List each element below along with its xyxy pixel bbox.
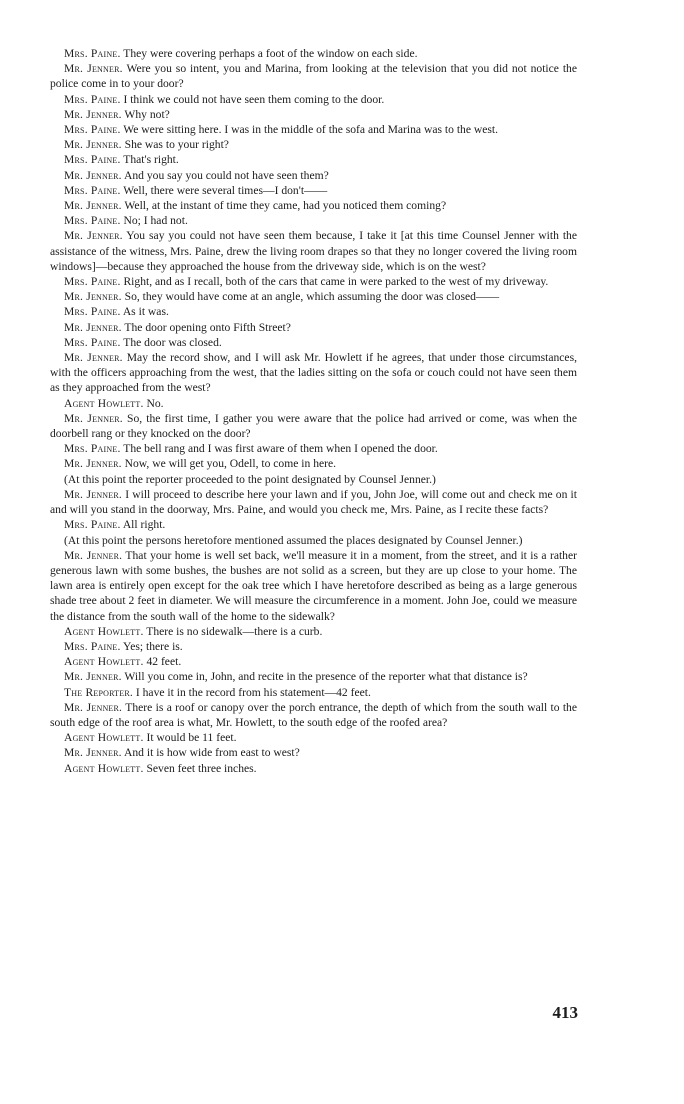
speech-text: All right. [122, 518, 166, 532]
speech-text: 42 feet. [146, 655, 182, 669]
speech-text: We were sitting here. I was in the middle of the sofa and Marina was to the west. [123, 123, 499, 137]
speech-text: And it is how wide from east to west? [123, 746, 300, 760]
speech-text: I think we could not have seen them coming to the door. [123, 92, 385, 106]
paragraph [50, 517, 577, 532]
speaker-name: Mrs. Paine. [64, 639, 121, 653]
speaker-name: Mr. Jenner. [64, 199, 122, 213]
paragraph [50, 289, 577, 304]
paragraph [50, 745, 577, 760]
speaker-name: Agent Howlett. [64, 655, 144, 669]
page-number: 413 [552, 1003, 578, 1022]
paragraph [50, 669, 577, 684]
speech-text: The bell rang and I was first aware of them when I opened the door. [123, 442, 438, 456]
speech-text: The door opening onto Fifth Street? [124, 320, 291, 334]
paragraph [50, 320, 577, 335]
speech-text: Yes; there is. [123, 639, 183, 653]
paragraph [50, 107, 577, 122]
speech-text: Well, there were several times—I don't—— [123, 183, 328, 197]
speaker-name: Mr. Jenner. [64, 320, 122, 334]
paragraph [50, 46, 577, 61]
paragraph [50, 168, 577, 183]
speaker-name: Mr. Jenner. [64, 62, 123, 76]
speech-text: As it was. [122, 305, 169, 319]
paragraph [50, 456, 577, 471]
speaker-name: Mr. Jenner. [64, 700, 123, 714]
stage-direction [50, 472, 577, 487]
speech-text: Why not? [124, 107, 170, 121]
paragraph [50, 411, 577, 441]
paragraph [50, 183, 577, 198]
stage-direction [50, 533, 577, 548]
paragraph [50, 335, 577, 350]
speaker-name: Mr. Jenner. [64, 487, 122, 501]
speaker-name: Mrs. Paine. [64, 442, 121, 456]
speech-text: That your home is well set back, we'll measure it in a moment, from the street, and it is a rather generous lawn with some bushes, the bushes are not solid as a screen, but they are up close to your home. The lawn area is entirely open except for the oak tree which I have heretofore described as being as a large generous shade tree about 2 feet in diameter. We will measure the circumference in a moment. John Joe, could we measure the distance from the south wall of the home to the sidewalk? [50, 548, 577, 623]
paragraph [50, 761, 577, 776]
speaker-name: Mrs. Paine. [64, 183, 121, 197]
speaker-name: Mr. Jenner. [64, 457, 122, 471]
paragraph [50, 396, 577, 411]
speaker-name: Mrs. Paine. [64, 153, 121, 167]
paragraph [50, 198, 577, 213]
speech-text: I will proceed to describe here your lawn and if you, John Joe, will come out and check me on it and will you stand in the doorway, Mrs. Paine, and would you check me, Mrs. Paine, as I recite these facts? [50, 487, 577, 517]
speech-text: Were you so intent, you and Marina, from looking at the television that you did not notice the police come in to your door? [50, 62, 577, 91]
speaker-name: Mr. Jenner. [64, 670, 122, 684]
speaker-name: Mr. Jenner. [64, 138, 122, 152]
paragraph [50, 61, 577, 91]
speaker-name: Mrs. Paine. [64, 47, 121, 60]
paragraph [50, 228, 577, 274]
paragraph [50, 654, 577, 669]
speech-text: No. [146, 396, 164, 410]
speech-text: No; I had not. [123, 214, 188, 228]
speaker-name: Mr. Jenner. [64, 168, 122, 182]
speaker-name: Mr. Jenner. [64, 107, 122, 121]
paragraph [50, 92, 577, 107]
paragraph [50, 487, 577, 517]
speech-text: It would be 11 feet. [146, 731, 237, 745]
speech-text: They were covering perhaps a foot of the window on each side. [123, 47, 418, 60]
speaker-name: Mrs. Paine. [64, 123, 121, 137]
transcript-page [50, 46, 577, 776]
paragraph [50, 700, 577, 730]
speaker-name: Mr. Jenner. [64, 351, 123, 365]
paragraph [50, 274, 577, 289]
paragraph [50, 213, 577, 228]
speech-text: Will you come in, John, and recite in the presence of the reporter what that distance is? [124, 670, 528, 684]
speaker-name: Mrs. Paine. [64, 214, 121, 228]
speech-text: So, they would have come at an angle, which assuming the door was closed—— [124, 290, 500, 304]
speaker-name: The Reporter. [64, 685, 133, 699]
stage-direction-text: (At this point the persons heretofore mentioned assumed the places designated by Counsel Jenner.) [64, 533, 523, 547]
speech-text: She was to your right? [124, 138, 229, 152]
speech-text: And you say you could not have seen them? [123, 168, 329, 182]
speaker-name: Agent Howlett. [64, 624, 144, 638]
speech-text: There is no sidewalk—there is a curb. [146, 624, 323, 638]
speaker-name: Mr. Jenner. [64, 229, 123, 243]
speaker-name: Mrs. Paine. [64, 275, 121, 289]
speech-text: The door was closed. [123, 335, 222, 349]
speaker-name: Mrs. Paine. [64, 518, 121, 532]
paragraph [50, 639, 577, 654]
speech-text: There is a roof or canopy over the porch entrance, the depth of which from the south wall to the south edge of the roof area is what, Mr. Howlett, to the south edge of the roofed area? [50, 700, 577, 729]
speech-text: That's right. [123, 153, 179, 167]
speech-text: So, the first time, I gather you were aware that the police had arrived or come, was when the doorbell rang or they knocked on the door? [50, 411, 577, 441]
speech-text: Seven feet three inches. [146, 761, 257, 775]
paragraph [50, 685, 577, 700]
paragraph [50, 122, 577, 137]
speaker-name: Mrs. Paine. [64, 335, 121, 349]
paragraph [50, 441, 577, 456]
paragraph [50, 137, 577, 152]
speaker-name: Agent Howlett. [64, 731, 144, 745]
speaker-name: Mr. Jenner. [64, 411, 123, 425]
speech-text: Well, at the instant of time they came, had you noticed them coming? [124, 199, 447, 213]
speaker-name: Mr. Jenner. [64, 548, 123, 562]
paragraph [50, 624, 577, 639]
stage-direction-text: (At this point the reporter proceeded to the point designated by Counsel Jenner.) [64, 472, 436, 486]
speech-text: Now, we will get you, Odell, to come in here. [124, 457, 337, 471]
speaker-name: Mrs. Paine. [64, 92, 121, 106]
speaker-name: Mr. Jenner. [64, 746, 122, 760]
paragraph [50, 548, 577, 624]
paragraph [50, 152, 577, 167]
paragraph [50, 304, 577, 319]
speaker-name: Agent Howlett. [64, 761, 144, 775]
speech-text: May the record show, and I will ask Mr. Howlett if he agrees, that under those circumstances, with the officers approaching from the west, that the ladies sitting on the sofa or couch could not have seen them as they approached from the west? [50, 351, 577, 395]
paragraph [50, 350, 577, 396]
speaker-name: Mr. Jenner. [64, 290, 122, 304]
speech-text: You say you could not have seen them because, I take it [at this time Counsel Jenner with the assistance of the witness, Mrs. Paine, drew the living room drapes so that they no longer covered the living room windows]—because they approached the house from the driveway side, which is on the west? [50, 229, 577, 273]
speaker-name: Agent Howlett. [64, 396, 144, 410]
speaker-name: Mrs. Paine. [64, 305, 121, 319]
paragraph [50, 730, 577, 745]
speech-text: I have it in the record from his statement—42 feet. [135, 685, 371, 699]
speech-text: Right, and as I recall, both of the cars that came in were parked to the west of my driveway. [123, 275, 549, 289]
